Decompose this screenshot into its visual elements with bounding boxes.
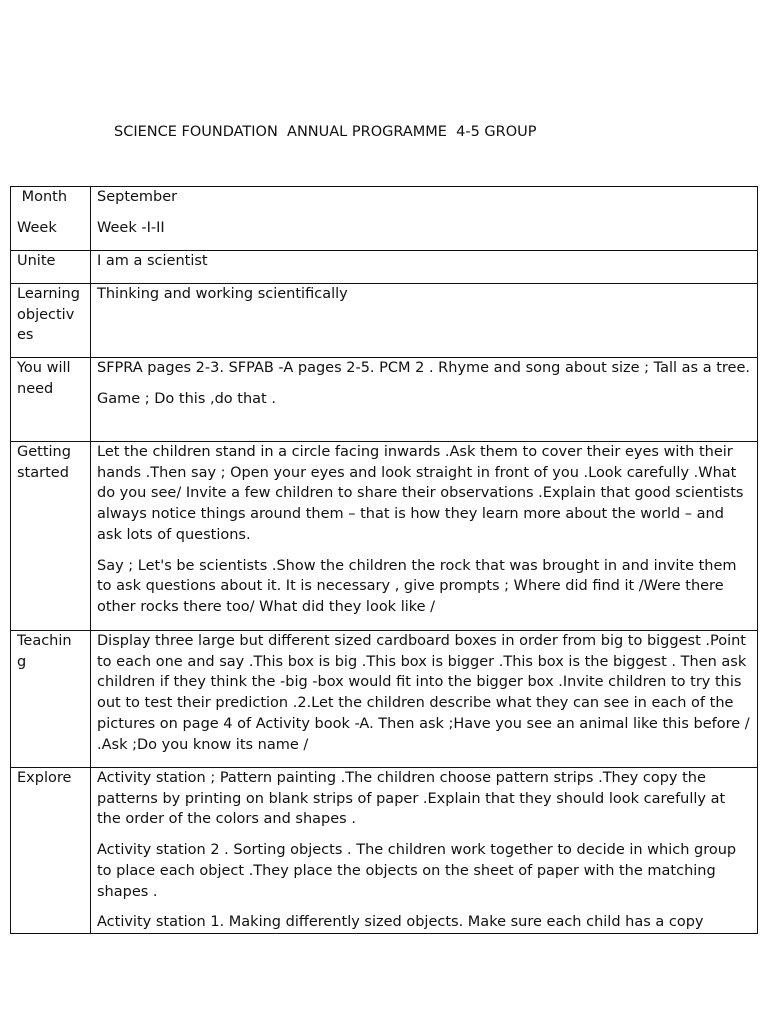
explore-value bbox=[91, 768, 758, 934]
table-row-month-week bbox=[11, 187, 758, 251]
you-will-need-paragraph-1: SFPRA pages 2-3. SFPAB -A pages 2-5. PCM 2 . Rhyme and song about size ; Tall as a tree. bbox=[97, 360, 750, 376]
explore-paragraph-3: Activity station 1. Making differently sized objects. Make sure each child has a copy bbox=[97, 914, 704, 931]
unite-label: Unite bbox=[11, 251, 91, 284]
table-row-you-will-need bbox=[11, 358, 758, 442]
you-will-need-paragraph-2: Game ; Do this ,do that . bbox=[97, 390, 276, 407]
week-value: Week -I-II bbox=[97, 219, 165, 236]
you-will-need-label: You will need bbox=[11, 358, 91, 442]
teaching-paragraph-1: Display three large but different sized cardboard boxes in order from big to biggest .Point to each one and say .This box is big .This box is bigger .This box is the biggest . Then ask children if they think the -big -box would fit into the bigger box .Invite children to try this out to test their prediction .2.Let the children describe what they can see in each of the pictures on page 4 of Activity book -A. Then ask ;Have you see an animal like this before / .Ask ;Do you know its name / bbox=[97, 633, 750, 753]
month-label: Month bbox=[17, 189, 68, 205]
getting-started-paragraph-2: Say ; Let's be scientists .Show the children the rock that was brought in and invite them to ask questions about it. It is necessary , give prompts ; Where did find it /Were there other rocks there too/ What did they look like / bbox=[97, 557, 737, 615]
table-row-learning-objectives bbox=[11, 284, 758, 358]
explore-paragraph-1: Activity station ; Pattern painting .The children choose pattern strips .They copy the patterns by printing on blank strips of paper .Explain that they should look carefully at the order of the colors and shapes . bbox=[97, 770, 726, 828]
row-value-month-week bbox=[91, 187, 758, 251]
learning-objectives-value: Thinking and working scientifically bbox=[91, 284, 758, 358]
explore-label: Explore bbox=[11, 768, 91, 934]
table-row-getting-started bbox=[11, 442, 758, 631]
row-label-month-week bbox=[11, 187, 91, 251]
getting-started-label: Getting started bbox=[11, 442, 91, 631]
table-row-teaching bbox=[11, 631, 758, 768]
unite-value: I am a scientist bbox=[91, 251, 758, 284]
you-will-need-value bbox=[91, 358, 758, 442]
week-label: Week bbox=[17, 219, 57, 236]
table-row-explore bbox=[11, 768, 758, 934]
table-row-unite bbox=[11, 251, 758, 284]
explore-paragraph-2: Activity station 2 . Sorting objects . The children work together to decide in which group to place each object .They place the objects on the sheet of paper with the matching shapes . bbox=[97, 842, 737, 900]
getting-started-value bbox=[91, 442, 758, 631]
month-value: September bbox=[97, 189, 178, 205]
getting-started-paragraph-1: Let the children stand in a circle facing inwards .Ask them to cover their eyes with their hands .Then say ; Open your eyes and look straight in front of you .Look carefully .What do you see/ Invite a few children to share their observations .Explain that good scientists always notice things around them – that is how they learn more about the world – and ask lots of questions. bbox=[97, 444, 744, 543]
teaching-value bbox=[91, 631, 758, 768]
programme-table bbox=[10, 186, 758, 934]
learning-objectives-label: Learning objectiv es bbox=[11, 284, 91, 358]
document-title: SCIENCE FOUNDATION ANNUAL PROGRAMME 4-5 GROUP bbox=[114, 124, 537, 140]
teaching-label: Teachin g bbox=[11, 631, 91, 768]
